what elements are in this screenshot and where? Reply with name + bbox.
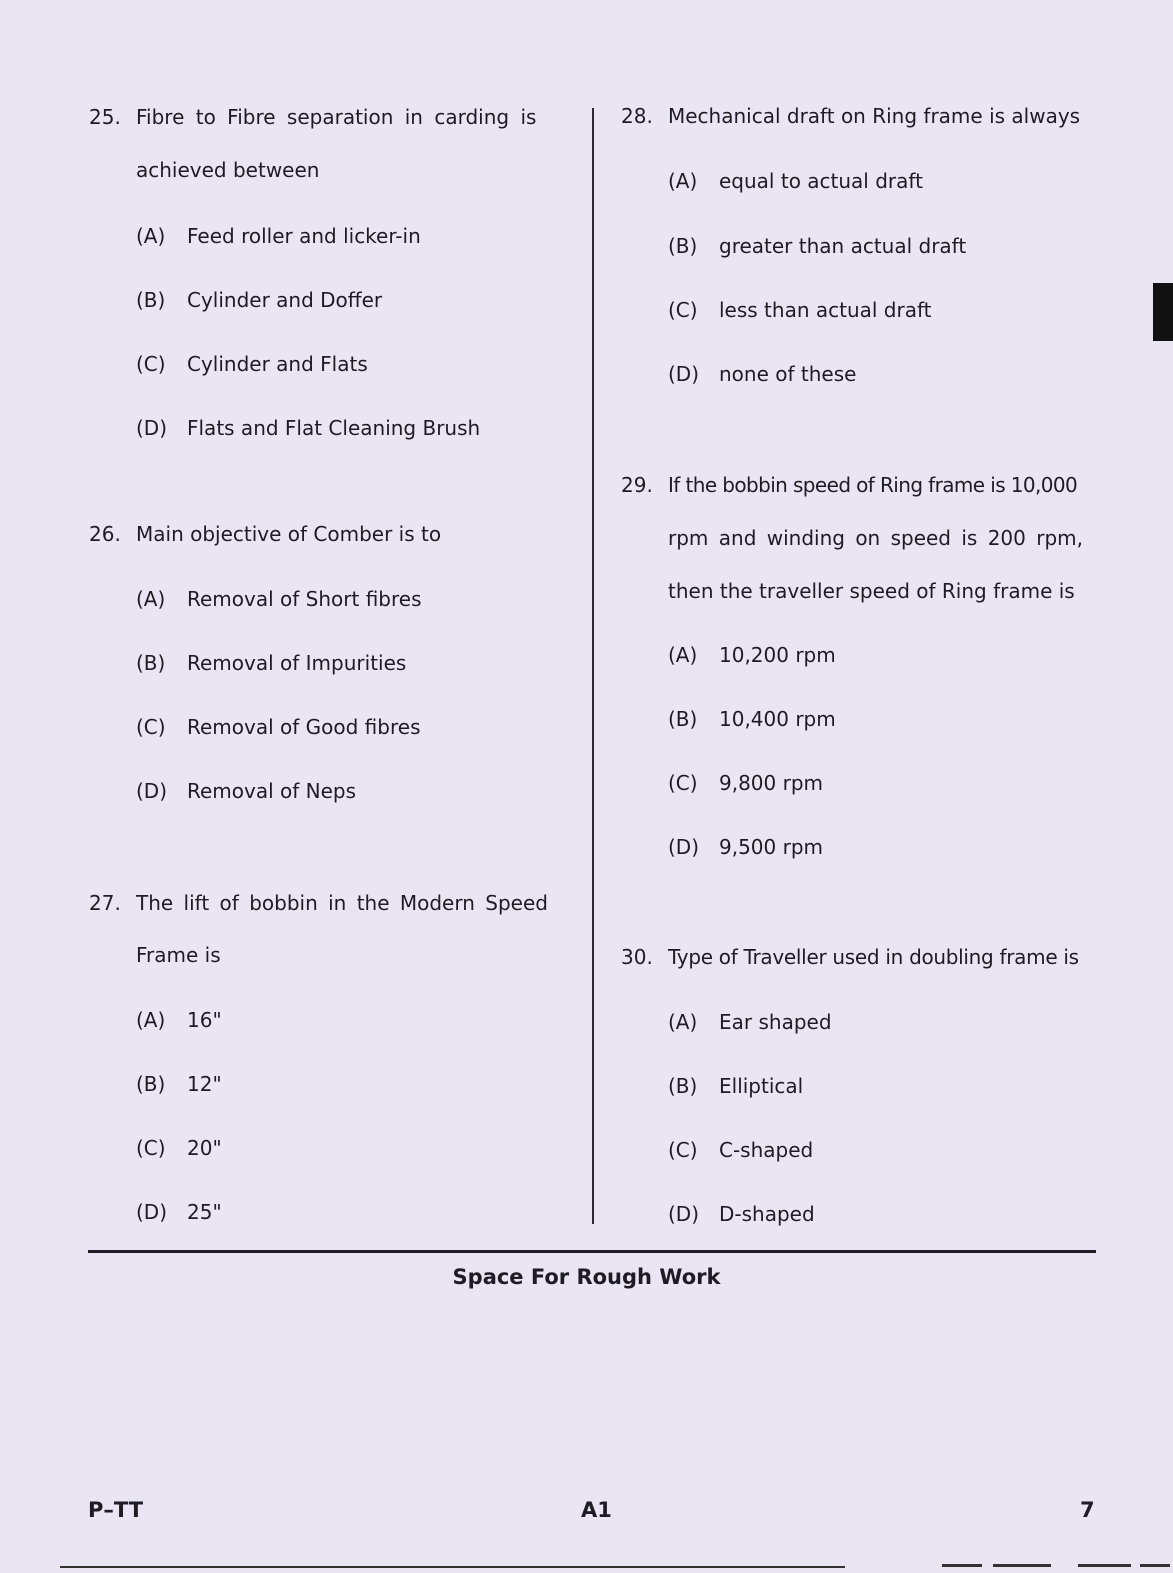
option-text: D-shaped	[719, 1202, 815, 1226]
bottom-dash-mark	[1078, 1564, 1131, 1567]
option-label: (A)	[668, 1010, 698, 1034]
question-number: 28.	[621, 104, 653, 128]
option-text: Flats and Flat Cleaning Brush	[187, 416, 481, 440]
option-d	[136, 1199, 222, 1225]
bottom-dash-mark	[1140, 1564, 1170, 1567]
bottom-dash-mark	[993, 1564, 1051, 1567]
option-a	[668, 168, 923, 194]
option-label: (B)	[136, 1072, 166, 1096]
option-text: equal to actual draft	[719, 169, 923, 193]
option-label: (C)	[136, 715, 166, 739]
question-number: 29.	[621, 473, 653, 497]
option-b	[668, 233, 966, 259]
option-text: Removal of Short fibres	[187, 587, 422, 611]
option-text: less than actual draft	[719, 298, 932, 322]
option-label: (C)	[136, 1136, 166, 1160]
option-text: 25"	[187, 1200, 222, 1224]
option-a	[668, 642, 836, 668]
option-d	[668, 361, 856, 387]
option-label: (D)	[136, 1200, 168, 1224]
question-stem-line: Type of Traveller used in doubling frame is	[668, 945, 1079, 969]
option-a	[136, 1007, 222, 1033]
option-label: (C)	[136, 352, 166, 376]
option-c	[668, 770, 823, 796]
option-text: 9,500 rpm	[719, 835, 824, 859]
option-text: greater than actual draft	[719, 234, 967, 258]
option-a	[136, 586, 422, 612]
option-text: none of these	[719, 362, 857, 386]
option-label: (A)	[136, 1008, 166, 1032]
option-text: Feed roller and licker-in	[187, 224, 421, 248]
rough-work-title: Space For Rough Work	[452, 1265, 721, 1289]
option-label: (A)	[668, 169, 698, 193]
option-label: (C)	[668, 1138, 698, 1162]
question-stem-line: Main objective of Comber is to	[136, 522, 442, 546]
option-b	[668, 706, 836, 732]
option-label: (B)	[136, 651, 166, 675]
option-c	[668, 297, 932, 323]
question-stem-line: rpm and winding on speed is 200 rpm,	[668, 526, 1083, 550]
rough-work-rule	[88, 1250, 1096, 1253]
question-stem-line: Frame is	[136, 943, 221, 967]
option-label: (D)	[668, 1202, 700, 1226]
option-label: (B)	[136, 288, 166, 312]
option-text: 16"	[187, 1008, 222, 1032]
question-number: 25.	[89, 105, 121, 129]
option-text: 10,400 rpm	[719, 707, 836, 731]
option-text: 20"	[187, 1136, 222, 1160]
option-b	[136, 650, 406, 676]
option-text: 10,200 rpm	[719, 643, 836, 667]
option-text: 9,800 rpm	[719, 771, 824, 795]
question-number: 26.	[89, 522, 121, 546]
option-label: (C)	[668, 298, 698, 322]
option-text: Elliptical	[719, 1074, 804, 1098]
option-text: Removal of Impurities	[187, 651, 407, 675]
option-text: Removal of Neps	[187, 779, 357, 803]
option-label: (B)	[668, 1074, 698, 1098]
question-stem-line: If the bobbin speed of Ring frame is 10,000	[668, 473, 1078, 497]
question-stem-line: Fibre to Fibre separation in carding is	[136, 105, 537, 129]
option-d	[136, 415, 480, 441]
question-stem-line: then the traveller speed of Ring frame is	[668, 579, 1075, 603]
option-a	[668, 1009, 832, 1035]
series-code: A1	[581, 1498, 612, 1522]
bottom-dash-mark	[942, 1564, 982, 1567]
option-label: (A)	[136, 224, 166, 248]
option-label: (D)	[136, 779, 168, 803]
question-stem-line: achieved between	[136, 158, 320, 182]
option-c	[668, 1137, 813, 1163]
option-d	[136, 778, 356, 804]
option-d	[668, 834, 823, 860]
option-c	[136, 714, 421, 740]
option-b	[136, 287, 382, 313]
question-number: 27.	[89, 891, 121, 915]
option-text: Cylinder and Flats	[187, 352, 368, 376]
option-label: (A)	[668, 643, 698, 667]
edge-registration-mark	[1153, 283, 1173, 341]
option-text: C-shaped	[719, 1138, 814, 1162]
option-text: Cylinder and Doffer	[187, 288, 383, 312]
option-label: (C)	[668, 771, 698, 795]
option-label: (D)	[136, 416, 168, 440]
option-b	[668, 1073, 803, 1099]
option-text: 12"	[187, 1072, 222, 1096]
option-label: (D)	[668, 835, 700, 859]
option-label: (B)	[668, 234, 698, 258]
page-number: 7	[1080, 1498, 1095, 1522]
option-text: Removal of Good fibres	[187, 715, 421, 739]
option-text: Ear shaped	[719, 1010, 832, 1034]
column-divider	[592, 108, 594, 1224]
option-a	[136, 223, 421, 249]
question-stem-line: The lift of bobbin in the Modern Speed	[136, 891, 548, 915]
paper-code: P–TT	[88, 1498, 144, 1522]
option-label: (D)	[668, 362, 700, 386]
option-c	[136, 351, 368, 377]
question-number: 30.	[621, 945, 653, 969]
question-stem-line: Mechanical draft on Ring frame is always	[668, 104, 1081, 128]
option-d	[668, 1201, 815, 1227]
bottom-edge-line	[60, 1566, 845, 1568]
option-label: (B)	[668, 707, 698, 731]
option-c	[136, 1135, 222, 1161]
option-label: (A)	[136, 587, 166, 611]
option-b	[136, 1071, 222, 1097]
